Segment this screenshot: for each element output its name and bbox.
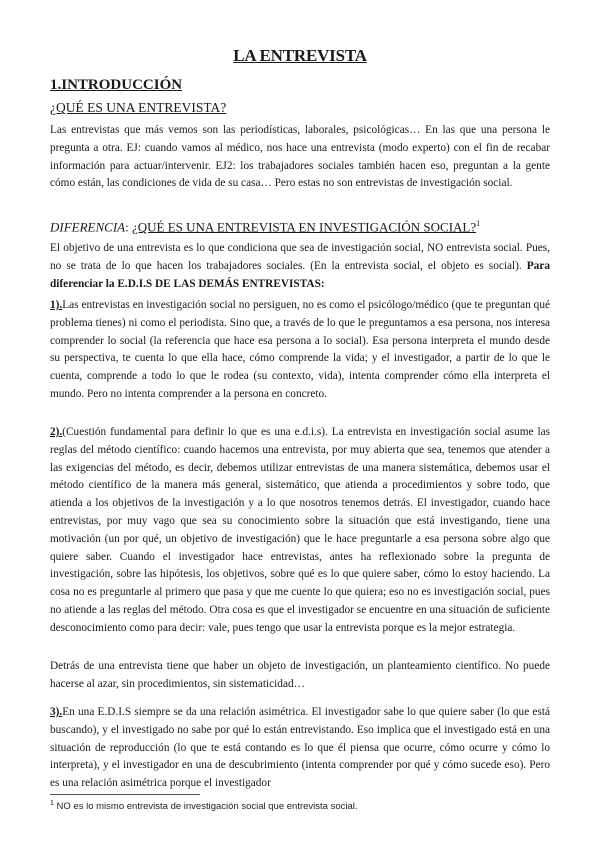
footnote-divider [50, 794, 200, 795]
footnote-text: NO es lo mismo entrevista de investigación social que entrevista social. [53, 801, 358, 813]
section-question: ¿QUÉ ES UNA ENTREVISTA? [50, 100, 227, 115]
diferencia-intro-bold: Para diferenciar la E.D.I.S DE LAS DEMÁS ENTREVISTAS: [50, 259, 550, 290]
point-3-paragraph [50, 704, 550, 793]
extra-paragraph: Detrás de una entrevista tiene que haber un objeto de investigación, un planteamiento científico. No puede hacerse al azar, sin procedimientos, sin sistematicidad… [50, 660, 550, 690]
footnote-ref[interactable]: 1 [476, 219, 481, 228]
diferencia-label: DIFERENCIA [50, 219, 126, 235]
point-3-number: 3). [50, 706, 63, 718]
point-1-text: Las entrevistas en investigación social no persiguen, no es como el psicólogo/médico (que te preguntan qué problema tienes) ni como el periodista. Sino que, a través de lo que le preguntamos a esa persona, nos interesa comprender lo social (la referencia que hace esa persona a lo social). Esa persona interpreta el mundo desde su perspectiva, te cuenta lo que ella hace, cómo comprende la vida; y el investigador, a partir de lo que le cuenta, comprende a todo lo que le rodea (su contexto, vida), intenta comprender cómo ella interpreta el mundo. Pero no intenta comprender a la persona en concreto. [50, 299, 550, 400]
diferencia-question: ¿QUÉ ES UNA ENTREVISTA EN INVESTIGACIÓN SOCIAL? [131, 219, 477, 235]
point-2-number: 2). [50, 426, 63, 438]
diferencia-paragraph [50, 240, 550, 293]
point-2-paragraph [50, 424, 550, 638]
diferencia-separator: : [125, 219, 132, 235]
point-2-text: (Cuestión fundamental para definir lo que es una e.d.i.s). La entrevista en investigación social asume las reglas del método científico: cuando hacemos una entrevista, por muy abierta que sea, tenemos que atender a las exigencias del método, es decir, debemos utilizar entrevistas de una manera sistemática, debemos usar el método científico de la manera más general, sistemático, que atienda a procedimientos y sobre todo, que atienda a los objetivos de la investigación y a lo que nosotros tenemos detrás. El investigador, cuando hace entrevistas, por muy vago que sea su conocimiento sobre la situación que está investigando, tiene una motivación (un por qué, un objetivo de investigación) que le hace preguntarle a esa persona sobre algo que quiere saber. Cuando el investigador hace entrevistas, antes ha reflexionado sobre la pregunta de investigación, sobre las hipótesis, los objetivos, sobre qué es lo que quiere saber, cómo lo estoy haciendo. La cosa no es preguntarle al primero que pasa y que me cuente lo que quiera; eso no es investigación social, pues no atiende a las reglas del método. Otra cosa es que el investigador se encuentre en una situación de suficiente desconocimiento como para decir: vale, pues tengo que usar la entrevista porque es la mejor estrategia. [50, 426, 550, 634]
diferencia-heading [50, 219, 480, 235]
intro-paragraph: Las entrevistas que más vemos son las periodísticas, laborales, psicológicas… En las que una persona le pregunta a otra. EJ: cuando vamos al médico, nos hace una entrevista (modo experto) con el fin de recabar información para actuar/intervenir. EJ2: los trabajadores sociales también hacen eso, preguntan a la gente cómo están, las condiciones de vida de su casa… Pero estas no son entrevistas de investigación social. [50, 124, 550, 190]
diferencia-intro: El objetivo de una entrevista es lo que condiciona que sea de investigación social, NO entrevista social. Pues, no se trata de lo que hacen los trabajadores sociales. (En la entrevista social, el objeto es social). [50, 242, 550, 272]
footnote [50, 800, 358, 812]
section-heading-introduccion: 1.INTRODUCCIÓN [50, 77, 183, 93]
point-1-paragraph [50, 297, 550, 404]
point-3-text: En una E.D.I.S siempre se da una relación asimétrica. El investigador sabe lo que quiere saber (lo que está buscando), y el investigado no sabe por qué lo están entrevistando. Eso implica que el investigado está en una situación de reproducción (lo que te está contando es lo que él piensa que ocurre, cómo ocurre y cómo lo interpreta), y el investigador en una de descubrimiento (intenta comprender por qué y cómo sucede eso). Pero es una relación asimétrica porque el investigador [50, 706, 550, 790]
point-1-number: 1). [50, 299, 63, 311]
document-title: LA ENTREVISTA [233, 46, 367, 65]
footnote-number: 1 [50, 800, 54, 807]
